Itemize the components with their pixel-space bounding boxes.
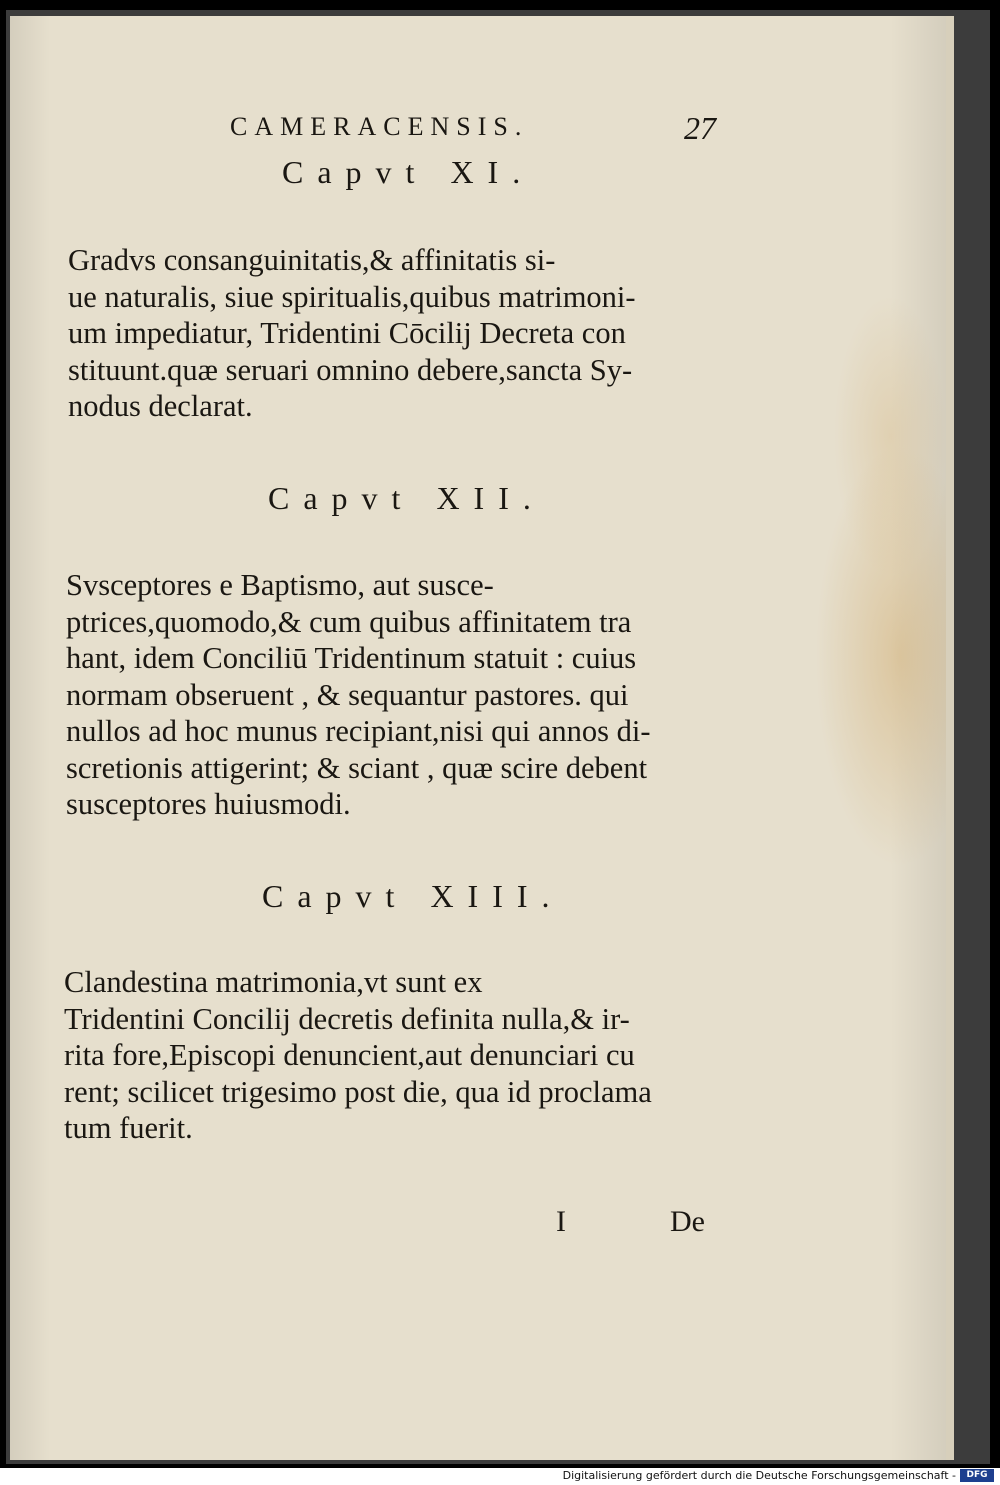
text-line: susceptores huiusmodi. (66, 787, 351, 821)
catchword: De (670, 1205, 705, 1238)
text-line: scretionis attigerint; & sciant , quæ scire debent (66, 750, 648, 785)
funding-credit: Digitalisierung gefördert durch die Deutsche Forschungsgemeinschaft - (562, 1469, 956, 1482)
chapter-xii-text (66, 567, 651, 823)
text-line: rita fore,Episcopi denuncient,aut denunciari cu (64, 1038, 635, 1072)
chapter-heading-xiii: Capvt XIII. (262, 878, 564, 914)
page-edge (946, 16, 954, 1460)
text-line: hant, idem Conciliū Tridentinum statuit : cuius (66, 641, 637, 675)
text-line: nullos ad hoc munus recipiant,nisi qui annos di- (66, 714, 651, 748)
running-head: CAMERACENSIS. (230, 112, 529, 141)
text-line: Clandestina matrimonia,vt sunt ex (64, 965, 483, 999)
chapter-xiii-text (64, 964, 652, 1147)
dfg-logo: DFG (960, 1469, 994, 1482)
text-line: Tridentini Concilij decretis definita nulla,& ir- (64, 1001, 630, 1036)
chapter-heading-xi: Capvt XI. (282, 154, 535, 190)
text-line: ptrices,quomodo,& cum quibus affinitatem tra (66, 604, 632, 639)
signature-mark: I (556, 1205, 566, 1238)
text-line: Svsceptores e Baptismo, aut susce- (66, 568, 494, 602)
chapter-heading-xii: Capvt XII. (268, 480, 545, 516)
text-line: nodus declarat. (68, 389, 253, 423)
text-line: Gradvs consanguinitatis,& affinitatis si- (68, 243, 556, 277)
text-line: stituunt.quæ seruari omnino debere,sancta Sy- (68, 352, 633, 387)
text-line: ue naturalis, siue spiritualis,quibus matrimoni- (68, 279, 636, 314)
text-line: tum fuerit. (64, 1111, 193, 1145)
text-line: rent; scilicet trigesimo post die, qua id proclama (64, 1074, 652, 1109)
text-line: normam obseruent , & sequantur pastores. qui (66, 677, 629, 712)
text-line: um impediatur, Tridentini Cōcilij Decreta con (68, 316, 626, 350)
page-number: 27 (684, 110, 716, 146)
chapter-xi-text (68, 242, 636, 425)
